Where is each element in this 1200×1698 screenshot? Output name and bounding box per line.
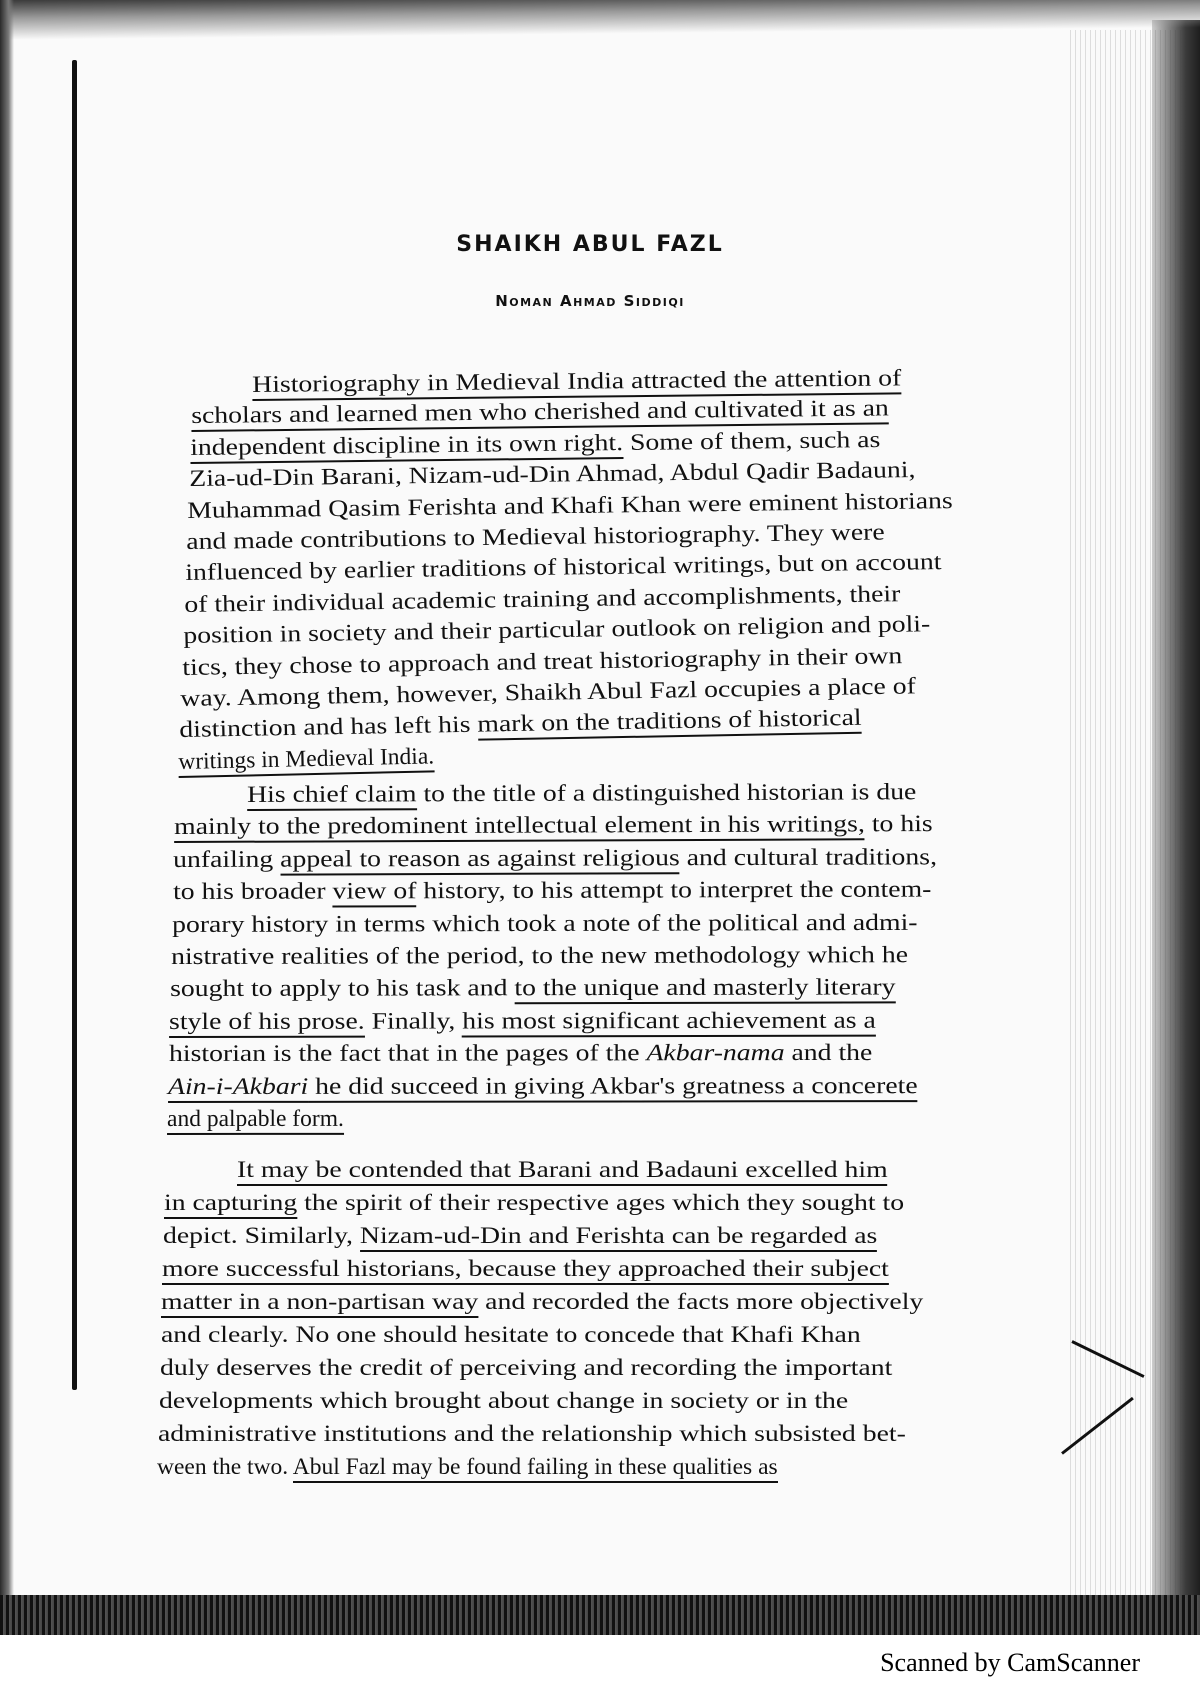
text-segment: tics, they chose to approach and treat historiography in their own xyxy=(181,642,903,681)
text-segment: developments which brought about change in society or in the xyxy=(158,1388,848,1414)
underlined-text: Abul Fazl may be found failing in these qualities as xyxy=(293,1454,778,1483)
text-line xyxy=(168,1071,918,1102)
underlined-text: in capturing xyxy=(164,1190,297,1219)
text-segment: historian is the fact that in the pages of the xyxy=(168,1040,647,1068)
text-line xyxy=(161,1287,923,1317)
underlined-text: scholars and learned men who cherished and cultivated it as an xyxy=(191,396,889,433)
text-line xyxy=(161,1320,861,1350)
underlined-text: appeal to reason as against religious xyxy=(280,845,680,875)
text-line xyxy=(173,842,937,875)
text-segment: ween the two. xyxy=(157,1454,293,1480)
text-segment: nistrative realities of the period, to the new methodology which he xyxy=(171,942,909,970)
text-segment: depict. Similarly, xyxy=(163,1223,361,1249)
text-line xyxy=(174,809,933,842)
text-line xyxy=(164,1188,904,1218)
text-segment: history, to his attempt to interpret the contem- xyxy=(415,876,932,905)
text-line xyxy=(157,1452,778,1482)
text-segment: to his broader xyxy=(172,878,333,906)
text-segment: unfailing xyxy=(173,846,281,873)
underlined-text: to the unique and masterly literary xyxy=(514,975,895,1005)
text-segment: duly deserves the credit of perceiving and recording the important xyxy=(159,1355,892,1381)
text-segment: to his xyxy=(864,811,933,838)
text-segment: and made contributions to Medieval historiography. They were xyxy=(186,519,886,555)
text-line xyxy=(247,777,916,810)
text-segment: influenced by earlier traditions of historical writings, but on account xyxy=(185,549,942,587)
underlined-text: mainly to the predominent intellectual element in his writings, xyxy=(174,812,865,844)
underlined-text: independent discipline in its own right. xyxy=(190,430,623,464)
text-line xyxy=(171,940,908,972)
underlined-text: Historiography in Medieval India attracted the attention of xyxy=(252,365,902,401)
text-line xyxy=(169,1005,876,1036)
text-line xyxy=(160,1353,892,1383)
text-segment: Akbar-nama xyxy=(646,1040,785,1067)
underlined-text: mark on the traditions of historical xyxy=(477,705,862,741)
underlined-text: writings in Medieval India. xyxy=(178,743,434,778)
underlined-text: It may be contended that Barani and Badauni excelled him xyxy=(237,1157,888,1186)
article-author: Noman Ahmad Siddiqi xyxy=(495,292,685,310)
text-segment: and cultural traditions, xyxy=(680,844,938,871)
text-segment: the spirit of their respective ages which they sought to xyxy=(297,1190,905,1216)
text-segment: and the xyxy=(784,1040,872,1067)
text-line xyxy=(159,1386,848,1416)
text-segment: sought to apply to his task and xyxy=(170,975,515,1003)
text-segment: of their individual academic training and accomplishments, their xyxy=(183,580,901,618)
text-line xyxy=(173,875,931,907)
text-line xyxy=(178,741,434,777)
text-segment: Muhammad Qasim Ferishta and Khafi Khan were eminent historians xyxy=(187,487,954,524)
underlined-text: His chief claim xyxy=(247,781,417,811)
text-line xyxy=(169,1038,872,1069)
underlined-text: and palpable form. xyxy=(167,1106,344,1135)
text-segment: Zia-ud-Din Barani, Nizam-ud-Din Ahmad, Abdul Qadir Badauni, xyxy=(188,457,916,493)
underlined-text: style of his prose. xyxy=(169,1008,365,1037)
text-line xyxy=(158,1419,906,1449)
text-segment: and recorded the facts more objectively xyxy=(478,1289,924,1315)
text-line xyxy=(237,1155,888,1185)
underlined-text: matter in a non-partisan way xyxy=(161,1289,478,1318)
text-line xyxy=(167,1104,344,1134)
text-segment: distinction and has left his xyxy=(179,712,478,744)
text-segment: Finally, xyxy=(365,1008,463,1035)
text-segment: Some of them, such as xyxy=(622,426,881,456)
text-segment: to the title of a distinguished historian is due xyxy=(416,779,917,808)
article-title: SHAIKH ABUL FAZL xyxy=(456,232,724,257)
text-segment: way. Among them, however, Shaikh Abul Fazl occupies a place of xyxy=(180,673,917,712)
text-segment: position in society and their particular outlook on religion and poli- xyxy=(182,611,931,650)
text-line xyxy=(170,973,896,1005)
underlined-text: Ain-i-Akbari xyxy=(168,1073,308,1102)
text-segment: administrative institutions and the relationship which subsisted bet- xyxy=(157,1421,906,1447)
text-line xyxy=(172,907,918,939)
text-line xyxy=(162,1254,889,1284)
underlined-text: Nizam-ud-Din and Ferishta can be regarded as xyxy=(360,1223,877,1252)
underlined-text: more successful historians, because they approached their subject xyxy=(162,1256,889,1285)
scanner-watermark: Scanned by CamScanner xyxy=(880,1648,1140,1677)
text-line xyxy=(163,1221,877,1251)
underlined-text: he did succeed in giving Akbar's greatness a concerete xyxy=(308,1073,917,1103)
underlined-text: view of xyxy=(332,878,416,907)
text-segment: and clearly. No one should hesitate to concede that Khafi Khan xyxy=(160,1322,861,1348)
underlined-text: his most significant achievement as a xyxy=(463,1007,877,1037)
text-segment: porary history in terms which took a note of the political and admi- xyxy=(171,909,918,938)
